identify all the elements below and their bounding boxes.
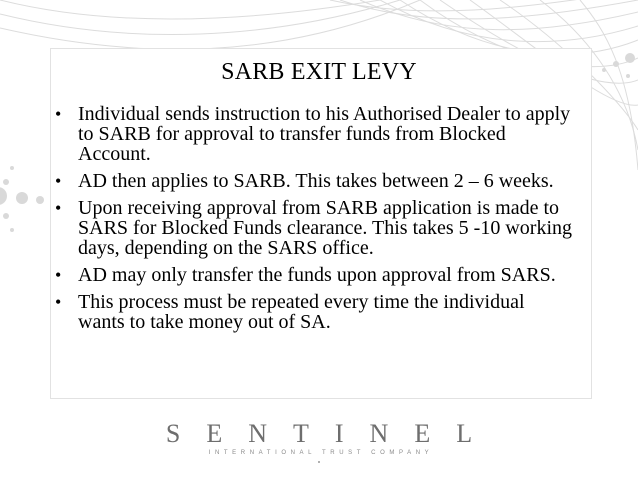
bullet-text: This process must be repeated every time the individual wants to take money out of SA. [78,291,525,333]
sentinel-logo [0,420,638,463]
bullet-marker: • [55,265,62,285]
bullet-item [54,171,574,191]
bullet-item [54,265,574,285]
bullet-text: Individual sends instruction to his Authorised Dealer to apply to SARB for approval to transfer funds from Blocked Account. [78,103,571,165]
bullet-marker: • [55,104,62,124]
bullet-text: AD may only transfer the funds upon approval from SARS. [78,264,556,286]
logo-dot-icon [318,461,320,463]
bullet-item [54,104,574,164]
bullet-text: Upon receiving approval from SARB application is made to SARS for Blocked Funds clearance. This takes 5 -10 working days, depending on the SARS office. [78,197,572,259]
bullet-marker: • [55,171,62,191]
slide-title: SARB EXIT LEVY [221,59,417,85]
bullet-text: AD then applies to SARB. This takes between 2 – 6 weeks. [78,170,554,192]
bullet-item [54,198,574,258]
bullet-list [54,104,574,339]
bullet-marker: • [55,292,62,312]
bullet-item [54,292,574,332]
bullet-marker: • [55,198,62,218]
logo-tagline: INTERNATIONAL TRUST COMPANY [208,450,434,456]
logo-wordmark: SENTINEL [165,419,499,448]
